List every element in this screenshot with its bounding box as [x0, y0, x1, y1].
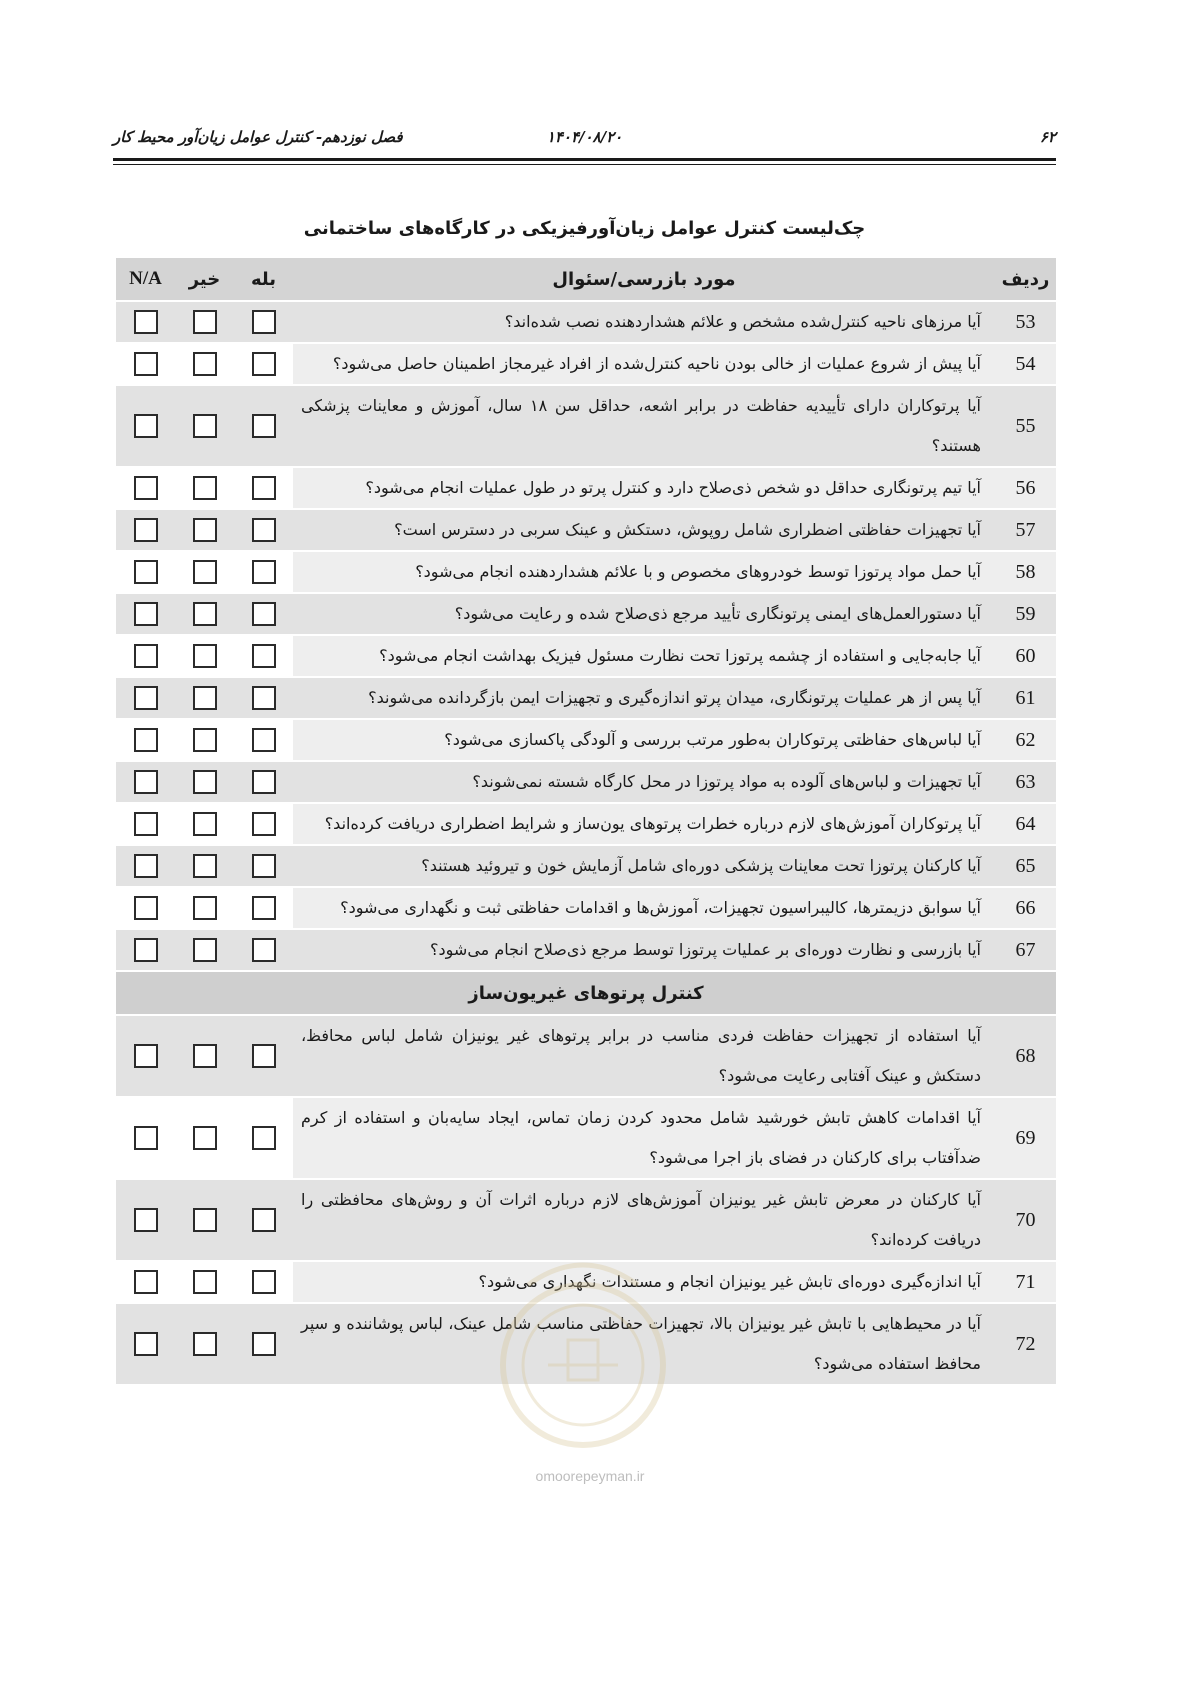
question-text: آیا پس از هر عملیات پرتونگاری، میدان پرتو اندازه‌گیری و تجهیزات ایمن بازگردانده می‌شوند؟	[293, 678, 995, 718]
na-checkbox[interactable]	[134, 414, 158, 438]
row-number: 66	[995, 888, 1056, 928]
question-text: آیا جابه‌جایی و استفاده از چشمه پرتوزا تحت نظارت مسئول فیزیک بهداشت انجام می‌شود؟	[293, 636, 995, 676]
table-row	[116, 468, 1056, 508]
question-text: آیا مرزهای ناحیه کنترل‌شده مشخص و علائم هشداردهنده نصب شده‌اند؟	[293, 302, 995, 342]
table-row	[116, 1180, 1056, 1260]
chapter-title: فصل نوزدهم- کنترل عوامل زیان‌آور محیط کار	[113, 128, 403, 146]
table-row	[116, 1262, 1056, 1302]
header-date: ۱۴۰۴/۰۸/۲۰	[546, 128, 623, 146]
no-checkbox[interactable]	[193, 414, 217, 438]
yes-checkbox[interactable]	[252, 854, 276, 878]
na-checkbox[interactable]	[134, 1270, 158, 1294]
cell-yes	[234, 510, 293, 550]
question-text: آیا کارکنان پرتوزا تحت معاینات پزشکی دوره‌ای شامل آزمایش خون و تیروئید هستند؟	[293, 846, 995, 886]
no-checkbox[interactable]	[193, 938, 217, 962]
table-row	[116, 1098, 1056, 1178]
no-checkbox[interactable]	[193, 686, 217, 710]
no-checkbox[interactable]	[193, 1332, 217, 1356]
no-checkbox[interactable]	[193, 352, 217, 376]
na-checkbox[interactable]	[134, 812, 158, 836]
no-checkbox[interactable]	[193, 644, 217, 668]
cell-yes	[234, 1016, 293, 1096]
no-checkbox[interactable]	[193, 896, 217, 920]
cell-no	[175, 1098, 234, 1178]
cell-yes	[234, 720, 293, 760]
table-row	[116, 720, 1056, 760]
no-checkbox[interactable]	[193, 854, 217, 878]
na-checkbox[interactable]	[134, 770, 158, 794]
no-checkbox[interactable]	[193, 518, 217, 542]
cell-yes	[234, 804, 293, 844]
yes-checkbox[interactable]	[252, 1270, 276, 1294]
cell-no	[175, 468, 234, 508]
yes-checkbox[interactable]	[252, 896, 276, 920]
question-text: آیا پرتوکاران آموزش‌های لازم درباره خطرات پرتوهای یون‌ساز و شرایط اضطراری دریافت کرده‌اند؟	[293, 804, 995, 844]
no-checkbox[interactable]	[193, 602, 217, 626]
row-number: 72	[995, 1304, 1056, 1384]
cell-no	[175, 846, 234, 886]
row-number: 58	[995, 552, 1056, 592]
row-number: 62	[995, 720, 1056, 760]
yes-checkbox[interactable]	[252, 728, 276, 752]
row-number: 64	[995, 804, 1056, 844]
yes-checkbox[interactable]	[252, 1208, 276, 1232]
table-row	[116, 804, 1056, 844]
page-number: ۶۲	[1039, 128, 1056, 146]
na-checkbox[interactable]	[134, 476, 158, 500]
section-title: کنترل پرتوهای غیریون‌ساز	[116, 972, 1056, 1014]
cell-no	[175, 510, 234, 550]
no-checkbox[interactable]	[193, 1208, 217, 1232]
question-text: آیا تیم پرتونگاری حداقل دو شخص ذی‌صلاح دارد و کنترل پرتو در طول عملیات انجام می‌شود؟	[293, 468, 995, 508]
yes-checkbox[interactable]	[252, 414, 276, 438]
cell-na	[116, 1180, 175, 1260]
cell-no	[175, 1304, 234, 1384]
no-checkbox[interactable]	[193, 560, 217, 584]
col-header-na: N/A	[116, 258, 175, 300]
table-row	[116, 552, 1056, 592]
cell-no	[175, 1016, 234, 1096]
cell-no	[175, 594, 234, 634]
na-checkbox[interactable]	[134, 644, 158, 668]
section-header-row	[116, 972, 1056, 1014]
na-checkbox[interactable]	[134, 686, 158, 710]
cell-no	[175, 762, 234, 802]
yes-checkbox[interactable]	[252, 938, 276, 962]
cell-no	[175, 1262, 234, 1302]
watermark-url: omoorepeyman.ir	[535, 1468, 645, 1484]
table-row	[116, 302, 1056, 342]
cell-yes	[234, 1304, 293, 1384]
cell-na	[116, 1016, 175, 1096]
table-row	[116, 678, 1056, 718]
table-row	[116, 386, 1056, 466]
cell-no	[175, 552, 234, 592]
cell-yes	[234, 302, 293, 342]
no-checkbox[interactable]	[193, 812, 217, 836]
question-text: آیا در محیط‌هایی با تابش غیر یونیزان بالا، تجهیزات حفاظتی مناسب شامل عینک، لباس پوشاننده و سپر محافظ استفاده می‌شود؟	[293, 1304, 995, 1384]
cell-na	[116, 678, 175, 718]
cell-yes	[234, 636, 293, 676]
cell-na	[116, 468, 175, 508]
row-number: 57	[995, 510, 1056, 550]
no-checkbox[interactable]	[193, 1270, 217, 1294]
cell-no	[175, 1180, 234, 1260]
row-number: 71	[995, 1262, 1056, 1302]
na-checkbox[interactable]	[134, 938, 158, 962]
col-header-question: مورد بازرسی/سئوال	[293, 258, 995, 300]
row-number: 65	[995, 846, 1056, 886]
yes-checkbox[interactable]	[252, 770, 276, 794]
row-number: 56	[995, 468, 1056, 508]
row-number: 61	[995, 678, 1056, 718]
question-text: آیا بازرسی و نظارت دوره‌ای بر عملیات پرتوزا توسط مرجع ذی‌صلاح انجام می‌شود؟	[293, 930, 995, 970]
cell-na	[116, 1304, 175, 1384]
row-number: 70	[995, 1180, 1056, 1260]
cell-yes	[234, 1098, 293, 1178]
question-text: آیا کارکنان در معرض تابش غیر یونیزان آموزش‌های لازم درباره اثرات آن و روش‌های محافظتی را دریافت کرده‌اند؟	[293, 1180, 995, 1260]
table-row	[116, 344, 1056, 384]
table-row	[116, 510, 1056, 550]
question-text: آیا اقدامات کاهش تابش خورشید شامل محدود کردن زمان تماس، ایجاد سایه‌بان و استفاده از کرم ضدآفتاب برای کارکنان در فضای باز اجرا می‌شود؟	[293, 1098, 995, 1178]
cell-no	[175, 386, 234, 466]
cell-na	[116, 344, 175, 384]
na-checkbox[interactable]	[134, 1208, 158, 1232]
na-checkbox[interactable]	[134, 602, 158, 626]
checklist-table	[116, 256, 1056, 1386]
col-header-no: خیر	[175, 258, 234, 300]
cell-na	[116, 1098, 175, 1178]
row-number: 67	[995, 930, 1056, 970]
cell-no	[175, 636, 234, 676]
yes-checkbox[interactable]	[252, 310, 276, 334]
cell-yes	[234, 678, 293, 718]
cell-na	[116, 846, 175, 886]
na-checkbox[interactable]	[134, 728, 158, 752]
question-text: آیا دستورالعمل‌های ایمنی پرتونگاری تأیید مرجع ذی‌صلاح شده و رعایت می‌شود؟	[293, 594, 995, 634]
table-row	[116, 930, 1056, 970]
yes-checkbox[interactable]	[252, 686, 276, 710]
cell-yes	[234, 344, 293, 384]
cell-yes	[234, 888, 293, 928]
yes-checkbox[interactable]	[252, 518, 276, 542]
row-number: 59	[995, 594, 1056, 634]
na-checkbox[interactable]	[134, 854, 158, 878]
row-number: 53	[995, 302, 1056, 342]
cell-na	[116, 386, 175, 466]
cell-yes	[234, 846, 293, 886]
table-header-row	[116, 258, 1056, 300]
no-checkbox[interactable]	[193, 728, 217, 752]
table-row	[116, 888, 1056, 928]
cell-na	[116, 302, 175, 342]
row-number: 55	[995, 386, 1056, 466]
cell-no	[175, 930, 234, 970]
cell-yes	[234, 1180, 293, 1260]
question-text: آیا تجهیزات حفاظتی اضطراری شامل روپوش، دستکش و عینک سربی در دسترس است؟	[293, 510, 995, 550]
row-number: 63	[995, 762, 1056, 802]
table-row	[116, 636, 1056, 676]
na-checkbox[interactable]	[134, 1126, 158, 1150]
header-rule-thick	[113, 158, 1056, 161]
question-text: آیا استفاده از تجهیزات حفاظت فردی مناسب در برابر پرتوهای غیر یونیزان شامل لباس محافظ، دستکش و عینک آفتابی رعایت می‌شود؟	[293, 1016, 995, 1096]
cell-yes	[234, 762, 293, 802]
question-text: آیا اندازه‌گیری دوره‌ای تابش غیر یونیزان انجام و مستندات نگهداری می‌شود؟	[293, 1262, 995, 1302]
header-rule-thin	[113, 164, 1056, 165]
table-row	[116, 846, 1056, 886]
col-header-row-number: ردیف	[995, 258, 1056, 300]
table-row	[116, 762, 1056, 802]
cell-no	[175, 678, 234, 718]
na-checkbox[interactable]	[134, 518, 158, 542]
yes-checkbox[interactable]	[252, 812, 276, 836]
cell-no	[175, 302, 234, 342]
cell-yes	[234, 552, 293, 592]
na-checkbox[interactable]	[134, 560, 158, 584]
question-text: آیا پرتوکاران دارای تأییدیه حفاظت در برابر اشعه، حداقل سن ۱۸ سال، آموزش و معاینات پزشکی هستند؟	[293, 386, 995, 466]
table-row	[116, 594, 1056, 634]
question-text: آیا تجهیزات و لباس‌های آلوده به مواد پرتوزا در محل کارگاه شسته نمی‌شوند؟	[293, 762, 995, 802]
na-checkbox[interactable]	[134, 896, 158, 920]
yes-checkbox[interactable]	[252, 1044, 276, 1068]
cell-na	[116, 930, 175, 970]
document-title: چک‌لیست کنترل عوامل زیان‌آورفیزیکی در کارگاه‌های ساختمانی	[303, 218, 866, 239]
cell-na	[116, 720, 175, 760]
no-checkbox[interactable]	[193, 476, 217, 500]
cell-na	[116, 762, 175, 802]
no-checkbox[interactable]	[193, 1044, 217, 1068]
row-number: 54	[995, 344, 1056, 384]
table-row	[116, 1304, 1056, 1384]
cell-na	[116, 1262, 175, 1302]
cell-yes	[234, 594, 293, 634]
row-number: 68	[995, 1016, 1056, 1096]
no-checkbox[interactable]	[193, 1126, 217, 1150]
no-checkbox[interactable]	[193, 310, 217, 334]
cell-na	[116, 804, 175, 844]
na-checkbox[interactable]	[134, 310, 158, 334]
question-text: آیا پیش از شروع عملیات از خالی بودن ناحیه کنترل‌شده از افراد غیرمجاز اطمینان حاصل می‌شود؟	[293, 344, 995, 384]
col-header-yes: بله	[234, 258, 293, 300]
page-header	[113, 128, 1056, 154]
cell-na	[116, 888, 175, 928]
cell-yes	[234, 386, 293, 466]
table-row	[116, 1016, 1056, 1096]
question-text: آیا لباس‌های حفاظتی پرتوکاران به‌طور مرتب بررسی و آلودگی پاکسازی می‌شود؟	[293, 720, 995, 760]
yes-checkbox[interactable]	[252, 1332, 276, 1356]
na-checkbox[interactable]	[134, 1332, 158, 1356]
yes-checkbox[interactable]	[252, 352, 276, 376]
cell-yes	[234, 1262, 293, 1302]
row-number: 60	[995, 636, 1056, 676]
yes-checkbox[interactable]	[252, 560, 276, 584]
cell-na	[116, 636, 175, 676]
cell-na	[116, 552, 175, 592]
yes-checkbox[interactable]	[252, 602, 276, 626]
cell-na	[116, 594, 175, 634]
question-text: آیا حمل مواد پرتوزا توسط خودروهای مخصوص و با علائم هشداردهنده انجام می‌شود؟	[293, 552, 995, 592]
cell-no	[175, 720, 234, 760]
question-text: آیا سوابق دزیمترها، کالیبراسیون تجهیزات، آموزش‌ها و اقدامات حفاظتی ثبت و نگهداری می‌شود؟	[293, 888, 995, 928]
na-checkbox[interactable]	[134, 352, 158, 376]
yes-checkbox[interactable]	[252, 1126, 276, 1150]
cell-no	[175, 344, 234, 384]
yes-checkbox[interactable]	[252, 476, 276, 500]
row-number: 69	[995, 1098, 1056, 1178]
no-checkbox[interactable]	[193, 770, 217, 794]
yes-checkbox[interactable]	[252, 644, 276, 668]
cell-no	[175, 804, 234, 844]
cell-na	[116, 510, 175, 550]
cell-yes	[234, 930, 293, 970]
cell-no	[175, 888, 234, 928]
cell-yes	[234, 468, 293, 508]
na-checkbox[interactable]	[134, 1044, 158, 1068]
